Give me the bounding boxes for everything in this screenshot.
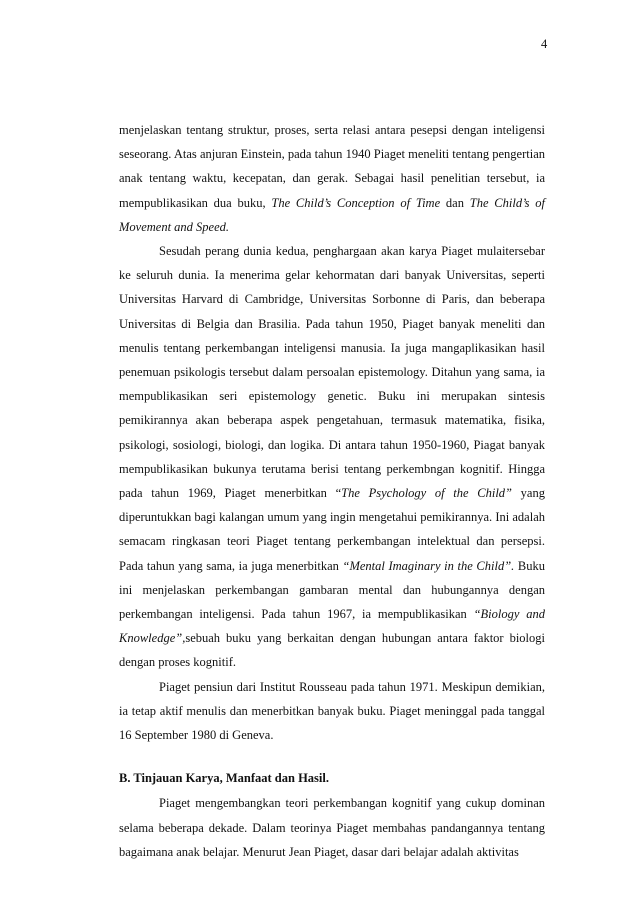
italic-title-text: “Mental Imaginary in the Child”. xyxy=(342,558,515,573)
paragraph-text: Piaget pensiun dari Institut Rousseau pada tahun 1971. Meskipun demikian, ia tetap aktif menulis dan menerbitkan banyak buku. Piaget meninggal pada tanggal 16 September 1980 di Geneva. xyxy=(119,679,545,743)
paragraph xyxy=(119,118,545,239)
paragraph-group xyxy=(119,118,545,747)
section-paragraph-group xyxy=(119,791,545,864)
italic-title-text: The Child’s of Movement and Speed. xyxy=(119,195,545,234)
italic-title-text: “Biology and Knowledge”, xyxy=(119,607,545,646)
paragraph-text: yang diperuntukkan bagi kalangan umum yang ingin mengetahui pemikirannya. Ini adalah semacam ringkasan teori Piaget tentang perkembangan intelektual dan persepsi. Pada tahun yang sama, ia juga menerbitkan xyxy=(119,486,545,573)
italic-title-text: The Child’s Conception of Time xyxy=(271,195,441,210)
paragraph xyxy=(119,675,545,748)
body-text xyxy=(119,118,545,864)
paragraph-text: Sesudah perang dunia kedua, penghargaan akan karya Piaget mulaitersebar ke seluruh dunia. Ia menerima gelar kehormatan dari banyak Universitas, seperti Universitas Harvard di Cambridge, Universitas Sorbonne di Paris, dan beberapa Universitas di Belgia dan Brasilia. Pada tahun 1950, Piaget banyak meneliti dan menulis tentang perkembangan inteligensi manusia. Ia juga mangaplikasikan hasil penemuan psikologis tersebut dalam persoalan epistemology. Ditahun yang sama, ia mempublikasikan seri epistemology genetic. Buku ini merupakan sintesis pemikirannya akan beberapa aspek pengetahuan, termasuk matematika, fisika, psikologi, sosiologi, biologi, dan logika. Di antara tahun 1950-1960, Piagat banyak mempublikasikan bukunya terutama berisi tentang perkembngan kognitif. Hingga pada tahun 1969, Piaget menerbitkan “ xyxy=(119,244,545,501)
paragraph-text: dan xyxy=(440,195,470,210)
paragraph xyxy=(119,791,545,864)
italic-title-text: The Psychology of the Child” xyxy=(341,486,512,501)
section-heading: B. Tinjauan Karya, Manfaat dan Hasil. xyxy=(119,771,329,786)
paragraph-text: menjelaskan tentang struktur, proses, serta relasi antara pesepsi dengan inteligensi seseorang. Atas anjuran Einstein, pada tahun 1940 Piaget meneliti tentang pengertian anak tentang waktu, kecepatan, dan gerak. Sebagai hasil penelitian tersebut, ia mempublikasikan dua buku, xyxy=(119,123,545,210)
paragraph-text: Piaget mengembangkan teori perkembangan kognitif yang cukup dominan selama beberapa dekade. Dalam teorinya Piaget membahas pandangannya tentang bagaimana anak belajar. Menurut Jean Piaget, dasar dari belajar adalah aktivitas xyxy=(119,796,545,859)
page-number: 4 xyxy=(541,37,548,51)
paragraph-text: Buku ini menjelaskan perkembangan gambaran mental dan hubungannya dengan perkembangan inteligensi. Pada tahun 1967, ia mempublikasikan xyxy=(119,558,545,622)
paragraph-text: sebuah buku yang berkaitan dengan hubungan antara faktor biologi dengan proses kognitif. xyxy=(119,631,545,670)
paragraph xyxy=(119,239,545,675)
